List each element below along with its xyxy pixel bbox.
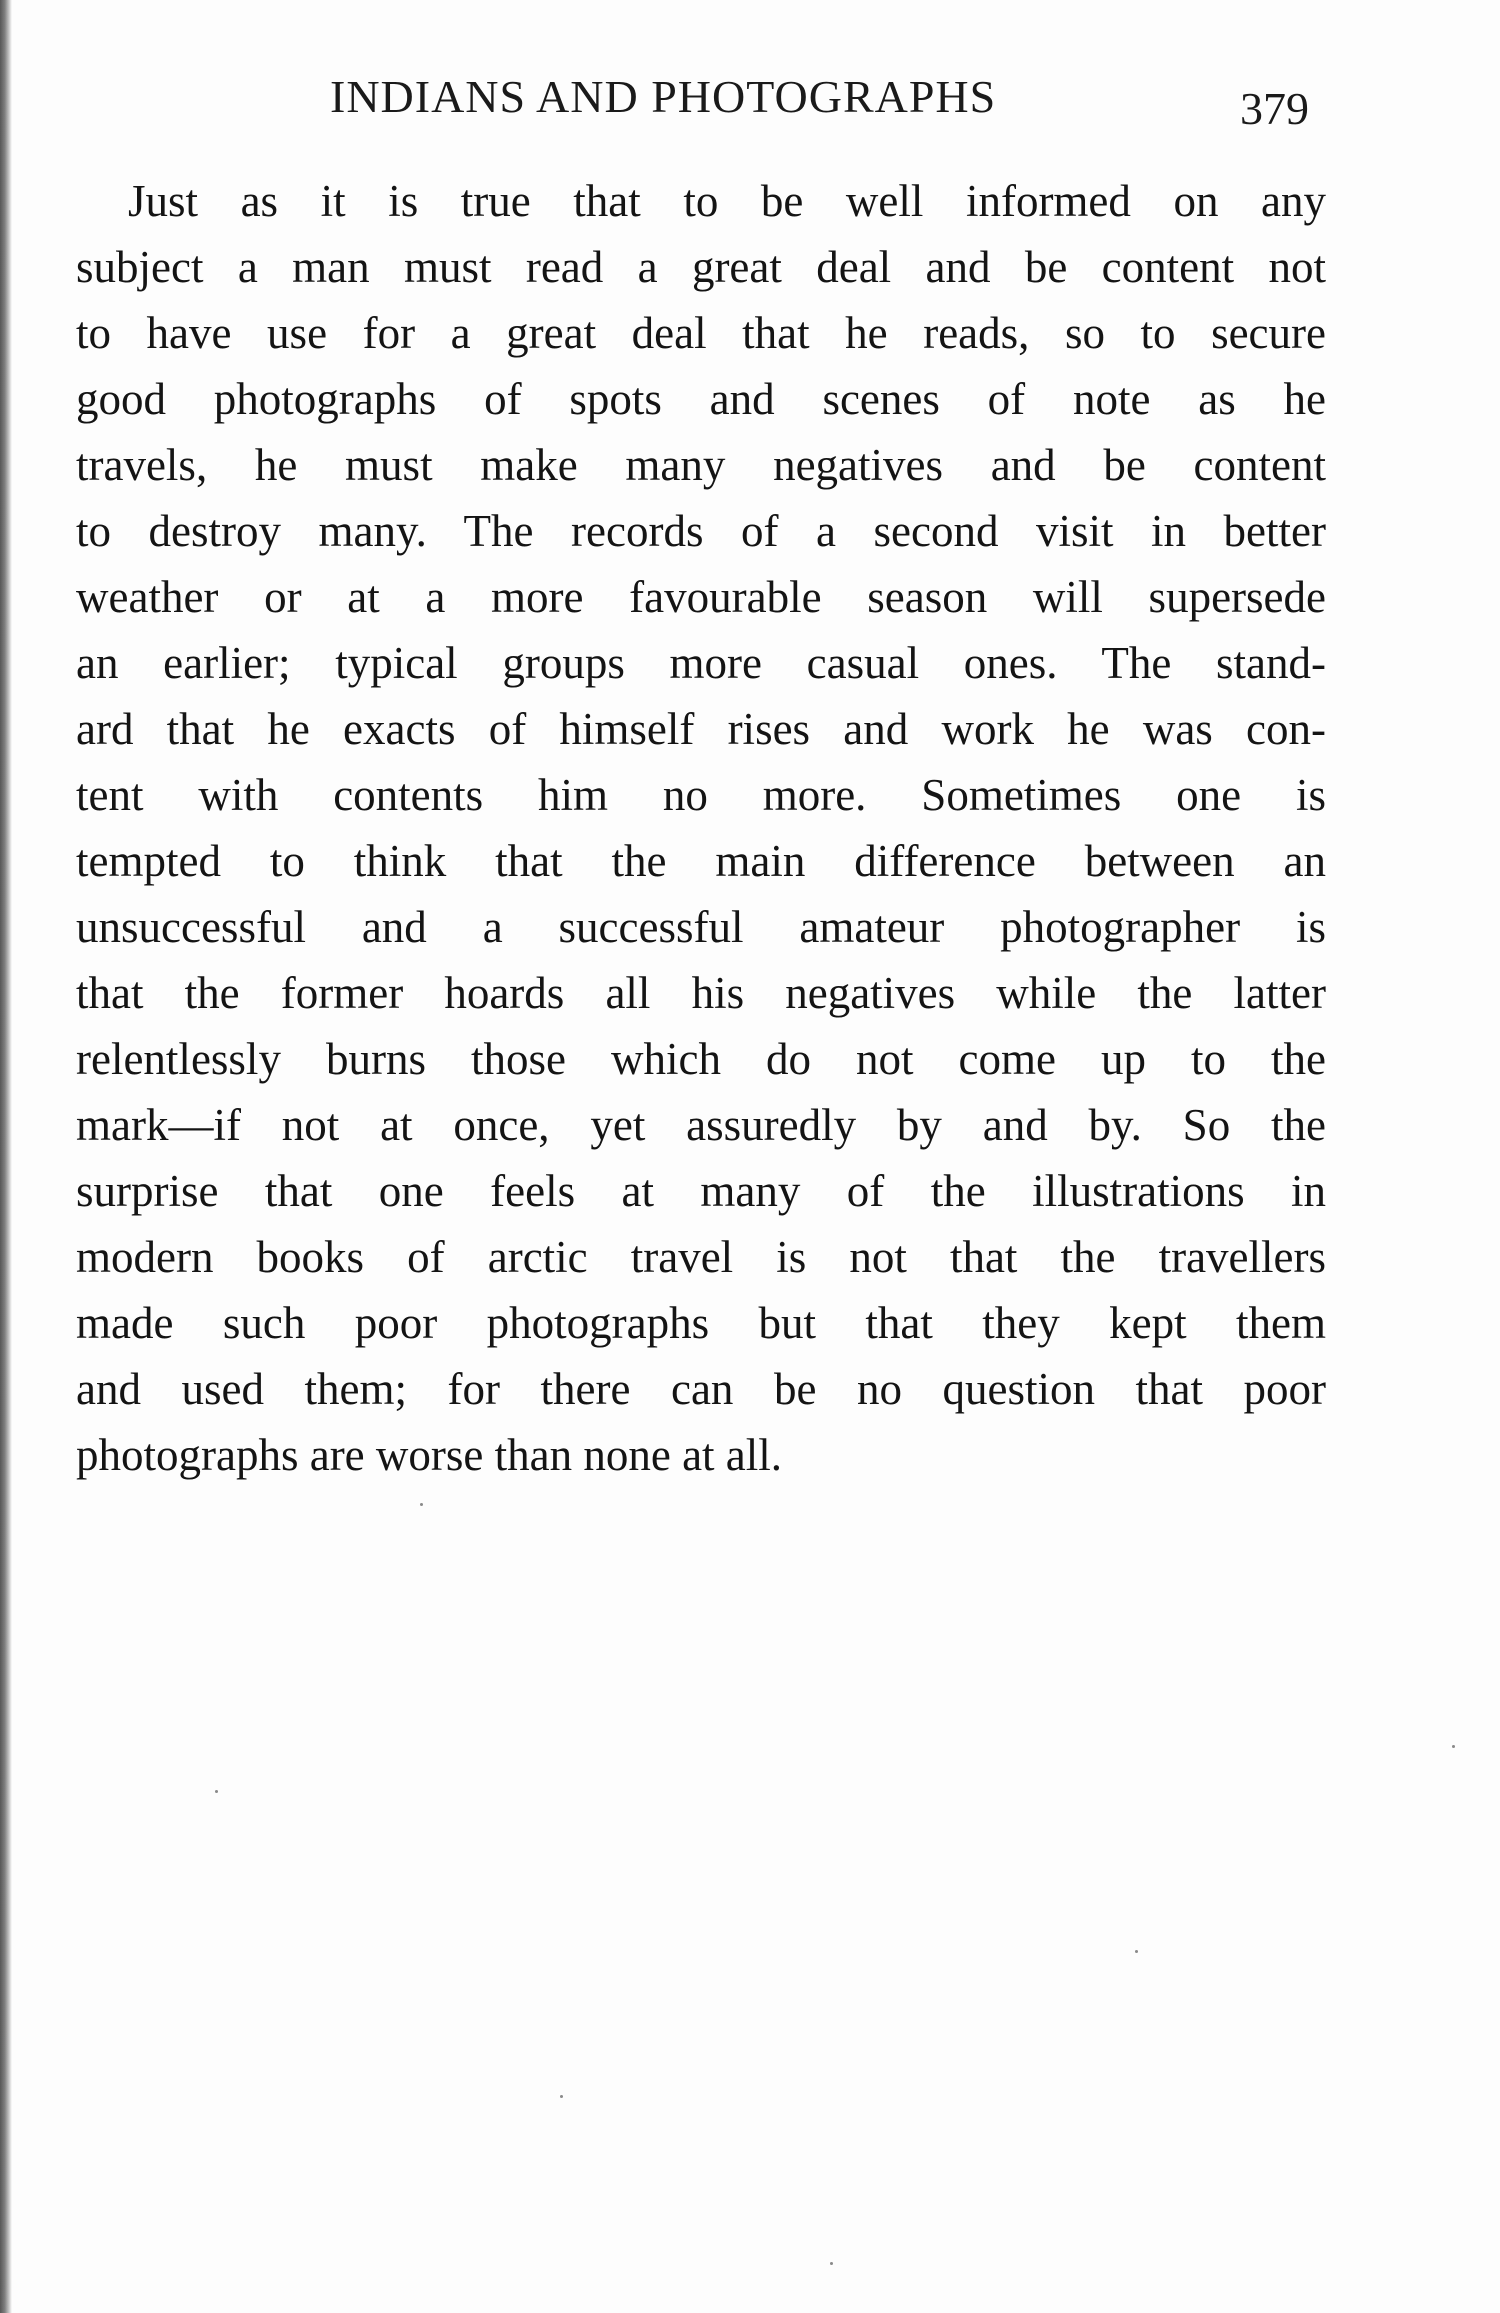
text-line: relentlessly burns those which do not come up to the xyxy=(76,1034,1326,1084)
text-line: mark—if not at once, yet assuredly by and by. So the xyxy=(76,1100,1326,1150)
text-line: photographs are worse than none at all. xyxy=(76,1430,783,1480)
running-head: INDIANS AND PHOTOGRAPHS xyxy=(330,71,997,122)
text-line: good photographs of spots and scenes of note as he xyxy=(76,374,1326,424)
text-line: tempted to think that the main difference between an xyxy=(76,836,1326,886)
text-line: weather or at a more favourable season will supersede xyxy=(76,572,1326,622)
text-line: modern books of arctic travel is not that the travellers xyxy=(76,1232,1326,1282)
text-line: ard that he exacts of himself rises and work he was con- xyxy=(76,704,1326,754)
text-line: surprise that one feels at many of the illustrations in xyxy=(76,1166,1326,1216)
page-number: 379 xyxy=(1240,83,1309,134)
text-line: an earlier; typical groups more casual ones. The stand- xyxy=(76,638,1326,688)
text-line: and used them; for there can be no question that poor xyxy=(76,1364,1326,1414)
text-line: tent with contents him no more. Sometimes one is xyxy=(76,770,1326,820)
text-line: made such poor photographs but that they kept them xyxy=(76,1298,1326,1348)
body-paragraph xyxy=(76,168,1326,1488)
text-line: to have use for a great deal that he reads, so to secure xyxy=(76,308,1326,358)
scan-speck xyxy=(1452,1745,1455,1748)
page-header xyxy=(0,70,1500,134)
scan-speck xyxy=(215,1790,218,1793)
scan-speck xyxy=(420,1503,423,1506)
scan-speck xyxy=(830,2262,833,2265)
text-line: Just as it is true that to be well informed on any xyxy=(128,176,1326,226)
text-line: travels, he must make many negatives and be content xyxy=(76,440,1326,490)
text-line: subject a man must read a great deal and be content not xyxy=(76,242,1326,292)
scan-speck xyxy=(1135,1950,1138,1953)
scan-speck xyxy=(560,2095,563,2098)
binding-edge xyxy=(0,0,12,2313)
text-line: unsuccessful and a successful amateur photographer is xyxy=(76,902,1326,952)
text-line: that the former hoards all his negatives while the latter xyxy=(76,968,1326,1018)
text-line: to destroy many. The records of a second visit in better xyxy=(76,506,1326,556)
